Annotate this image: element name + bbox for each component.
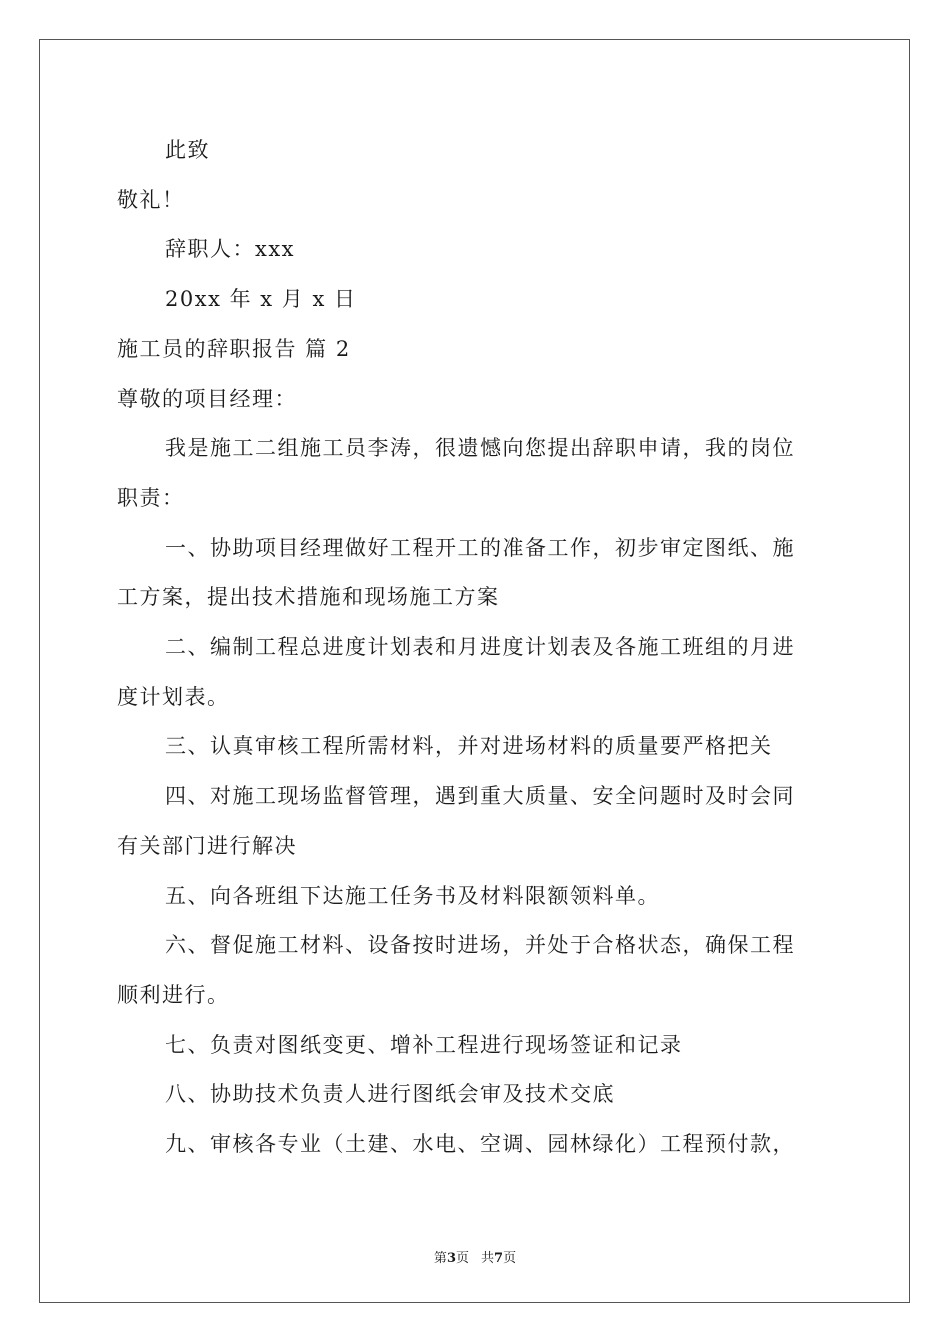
text-line: 二、编制工程总进度计划表和月进度计划表及各施工班组的月进 [165,635,795,660]
text-line: 工方案，提出技术措施和现场施工方案 [117,585,500,610]
text-line: 尊敬的项目经理： [117,386,297,411]
footer-prefix: 第 [433,1251,447,1266]
text-line: 度计划表。 [117,684,230,709]
footer-total-suffix: 页 [503,1251,517,1266]
text-line: 20xx 年 x 月 x 日 [165,287,357,312]
text-line: 职责： [117,485,185,510]
text-line: 此致 [165,138,210,162]
text-line: 五、向各班组下达施工任务书及材料限额领料单。 [165,883,660,908]
text-line: 我是施工二组施工员李涛，很遗憾向您提出辞职申请，我的岗位 [165,436,795,461]
page-footer [0,1247,950,1266]
text-line: 六、督促施工材料、设备按时进场，并处于合格状态，确保工程 [165,933,795,958]
current-page-number: 3 [446,1251,456,1266]
text-line: 有关部门进行解决 [117,833,297,858]
text-line: 一、协助项目经理做好工程开工的准备工作，初步审定图纸、施 [165,535,795,560]
footer-total-prefix: 共 [481,1251,495,1266]
document-body [117,126,837,1170]
text-line: 八、协助技术负责人进行图纸会审及技术交底 [165,1082,615,1107]
text-line: 辞职人：xxx [165,237,296,262]
text-line: 施工员的辞职报告 篇 2 [117,336,351,361]
text-line: 顺利进行。 [117,982,230,1007]
footer-page-suffix: 页 [455,1251,469,1266]
text-line: 三、认真审核工程所需材料，并对进场材料的质量要严格把关 [165,734,773,759]
text-line: 九、审核各专业（土建、水电、空调、园林绿化）工程预付款， [165,1132,795,1157]
text-line: 敬礼！ [117,187,185,212]
text-line: 七、负责对图纸变更、增补工程进行现场签证和记录 [165,1032,683,1057]
total-page-number: 7 [494,1251,504,1266]
text-line: 四、对施工现场监督管理，遇到重大质量、安全问题时及时会同 [165,784,795,809]
